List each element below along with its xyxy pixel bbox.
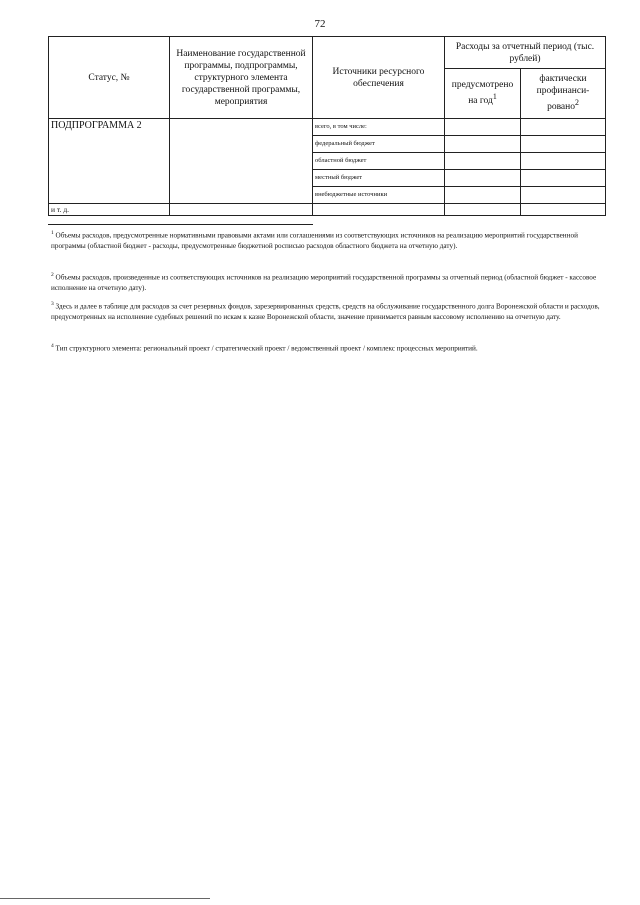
bottom-rule (0, 898, 210, 899)
actual-cell (521, 187, 606, 204)
subprogram-status: ПОДПРОГРАММА 2 (49, 119, 170, 204)
header-actual: фактически профинанси-ровано$^2$ (521, 69, 606, 119)
actual-cell (521, 136, 606, 153)
actual-cell (521, 153, 606, 170)
planned-cell (445, 153, 521, 170)
footnote-3: $^3$ Здесь и далее в таблице для расходов за счет резервных фондов, зарезервированных средств, средств на обслуживание государственного долга Воронежской области и расходов, предусмотренных на исполнение судебных решений по искам к казне Воронежской области, значение принимается равным кассовому исполнению на отчетную дату. (51, 301, 600, 321)
source-cell: всего, в том числе: (313, 119, 445, 136)
footnote-1: $^1$ Объемы расходов, предусмотренные нормативными правовыми актами или соглашениями из соответствующих источников на реализацию мероприятий государственной программы (областной бюджет - расходы, предусмотренные бюджетной росписью расходов областного бюджета на отчетную дату). (51, 230, 578, 250)
header-name: Наименование государственной программы, подпрограммы, структурного элемента государственной программы, мероприятия (170, 37, 313, 119)
footnote-separator (48, 224, 313, 225)
planned-cell (445, 170, 521, 187)
page-number: 72 (314, 18, 326, 30)
header-expenses: Расходы за отчетный период (тыс. рублей) (445, 37, 606, 69)
source-cell: местный бюджет (313, 170, 445, 187)
actual-cell (521, 170, 606, 187)
header-sources: Источники ресурсного обеспечения (313, 37, 445, 119)
actual-cell (521, 119, 606, 136)
table-row (49, 204, 606, 216)
source-cell: внебюджетные источники (313, 187, 445, 204)
planned-cell (445, 187, 521, 204)
empty-cell (521, 204, 606, 216)
empty-cell (313, 204, 445, 216)
source-cell: федеральный бюджет (313, 136, 445, 153)
expenses-report-table (48, 36, 606, 216)
source-cell: областной бюджет (313, 153, 445, 170)
header-planned: предусмотрено на год$^1$ (445, 69, 521, 119)
header-status: Статус, № (49, 37, 170, 119)
subprogram-name (170, 119, 313, 204)
footnote-4: $^4$ Тип структурного элемента: региональный проект / стратегический проект / ведомственный проект / комплекс процессных мероприятий. (51, 343, 478, 353)
footnote-2: $^2$ Объемы расходов, произведенные из соответствующих источников на реализацию мероприятий государственной программы за отчетный период (областной бюджет - кассовое исполнение на отчетную дату). (51, 272, 597, 292)
empty-cell (170, 204, 313, 216)
empty-cell (445, 204, 521, 216)
planned-cell (445, 119, 521, 136)
table-row (49, 119, 606, 136)
etc-cell: и т. д. (49, 204, 170, 216)
planned-cell (445, 136, 521, 153)
